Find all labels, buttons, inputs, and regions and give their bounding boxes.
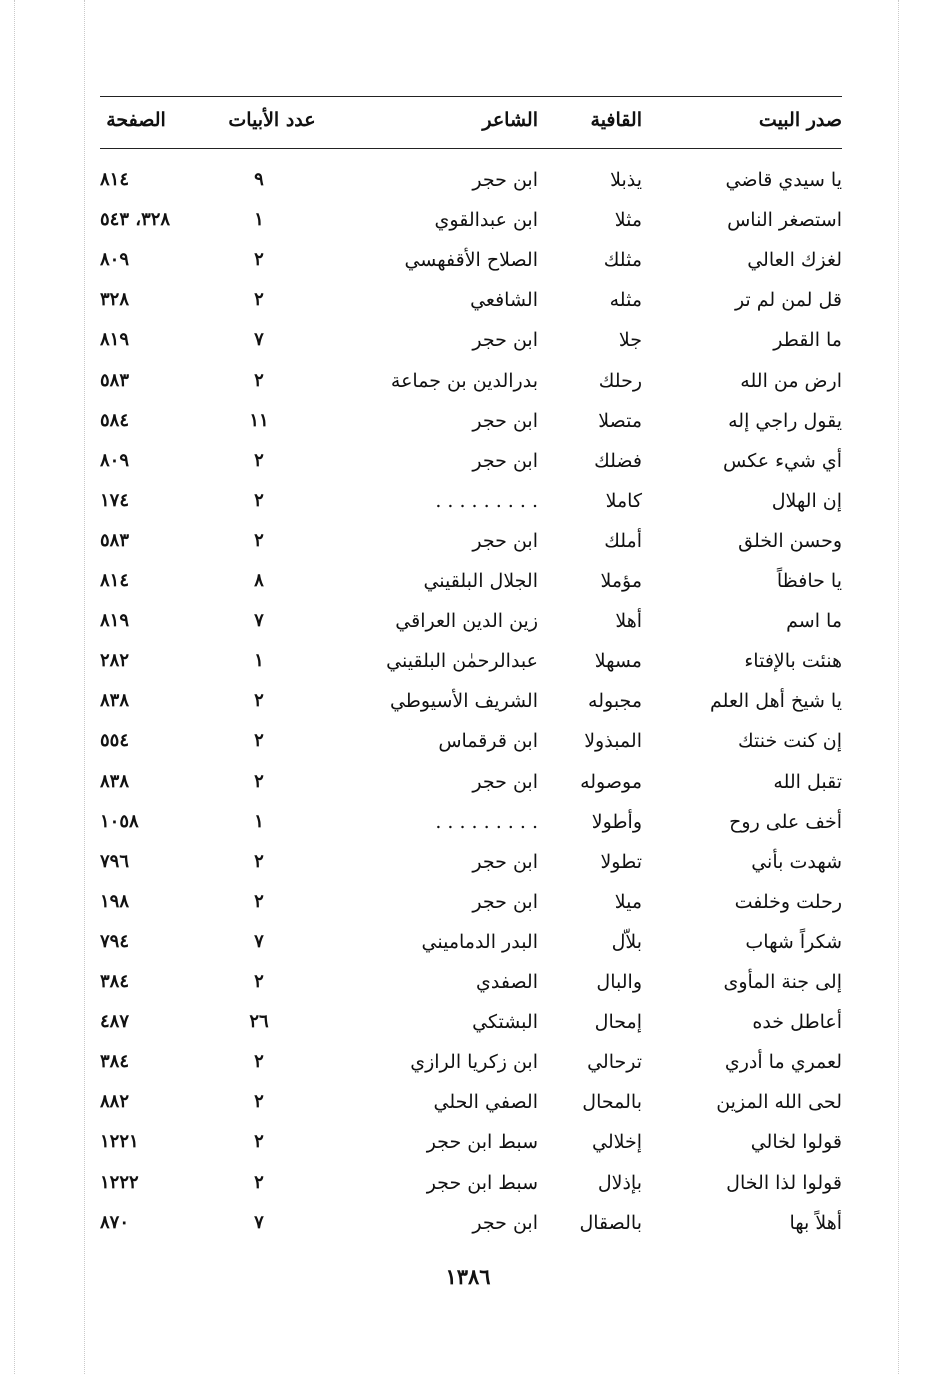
row-poet: بدرالدين بن جماعة bbox=[390, 369, 538, 392]
row-poet: سبط ابن حجر bbox=[426, 1171, 538, 1194]
row-rhyme: إمحال bbox=[594, 1011, 642, 1034]
row-rhyme: إخلالي bbox=[592, 1131, 642, 1154]
row-verse: استصغر الناس bbox=[727, 209, 842, 232]
row-rhyme: جلا bbox=[618, 329, 642, 352]
table-row bbox=[100, 1122, 842, 1162]
row-page: ٤٨٧ bbox=[100, 1011, 130, 1033]
row-poet: زين الدين العراقي bbox=[395, 610, 538, 633]
row-poet: سبط ابن حجر bbox=[426, 1131, 538, 1154]
row-page: ٨٧٠ bbox=[100, 1211, 130, 1233]
row-verse: قولوا لخالي bbox=[750, 1131, 842, 1154]
row-page: ٣٨٤ bbox=[100, 1051, 130, 1073]
row-rhyme: مثلك bbox=[603, 249, 642, 272]
row-verse: يقول راجي إله bbox=[728, 409, 842, 432]
table-row bbox=[100, 1203, 842, 1243]
header-bottom-rule bbox=[100, 148, 842, 149]
row-rhyme: كاملا bbox=[605, 489, 642, 512]
row-count: ٢ bbox=[254, 730, 264, 752]
table-row bbox=[100, 842, 842, 882]
row-count: ٢ bbox=[254, 850, 264, 872]
table-row bbox=[100, 160, 842, 200]
row-verse: قولوا لذا الخال bbox=[726, 1171, 842, 1194]
row-poet: . . . . . . . . . bbox=[435, 489, 538, 512]
table-row bbox=[100, 601, 842, 641]
table-row bbox=[100, 1042, 842, 1082]
table-row bbox=[100, 361, 842, 401]
row-verse: وحسن الخلق bbox=[738, 529, 842, 552]
row-verse: يا حافظاً bbox=[776, 570, 842, 592]
row-rhyme: مسهلا bbox=[594, 650, 642, 673]
table-row bbox=[100, 521, 842, 561]
row-count: ٢ bbox=[254, 489, 264, 511]
row-poet: البدر الدماميني bbox=[421, 930, 538, 953]
row-verse: يا شيخ أهل العلم bbox=[710, 690, 842, 713]
row-count: ٢ bbox=[254, 770, 264, 792]
row-count: ٢ bbox=[254, 289, 264, 311]
row-rhyme: مجبوله bbox=[588, 690, 642, 713]
header-verse: صدر البيت bbox=[758, 109, 842, 131]
row-poet: ابن حجر bbox=[472, 409, 538, 432]
header-rhyme: القافية bbox=[590, 109, 642, 131]
row-poet: الصلاح الأقفهسي bbox=[404, 249, 538, 272]
row-poet: الجلال البلقيني bbox=[423, 570, 538, 592]
row-count: ٧ bbox=[254, 329, 264, 351]
row-count: ٨ bbox=[254, 570, 264, 591]
page-number-text: ١٣٨٦ bbox=[445, 1264, 491, 1289]
row-page: ٥٨٣ bbox=[100, 369, 130, 391]
table-row bbox=[100, 200, 842, 240]
row-page: ٣٨٤ bbox=[100, 971, 130, 992]
row-verse: إلى جنة المأوى bbox=[723, 971, 842, 993]
row-page: ٧٩٤ bbox=[100, 930, 130, 952]
table-row bbox=[100, 240, 842, 280]
row-rhyme: يذبلا bbox=[610, 169, 642, 191]
row-verse: لحى الله المزين bbox=[716, 1091, 842, 1114]
row-verse: أهلاً بها bbox=[789, 1211, 842, 1234]
margin-guide-right bbox=[898, 0, 899, 1374]
row-count: ٩ bbox=[254, 169, 264, 190]
row-page: ١٢٢٢ bbox=[100, 1171, 139, 1193]
row-verse: هنئت بالإفتاء bbox=[744, 650, 842, 673]
row-rhyme: المبذولا bbox=[584, 730, 642, 753]
row-poet: ابن عبدالقوي bbox=[434, 209, 538, 232]
table-row bbox=[100, 882, 842, 922]
margin-guide-inner bbox=[84, 0, 85, 1374]
row-poet: عبدالرحمٰن البلقيني bbox=[386, 650, 538, 673]
row-verse: يا سيدي قاضي bbox=[725, 169, 842, 191]
row-verse: ما القطر bbox=[773, 329, 842, 352]
row-verse: أي شيء عكس bbox=[723, 449, 842, 472]
row-verse: أعاطل خده bbox=[752, 1011, 842, 1034]
row-poet: ابن حجر bbox=[472, 449, 538, 472]
table-row bbox=[100, 721, 842, 761]
row-rhyme: متصلا bbox=[598, 409, 642, 432]
row-count: ٢ bbox=[254, 1051, 264, 1073]
row-count: ١١ bbox=[249, 409, 269, 431]
table-row bbox=[100, 802, 842, 842]
row-poet: . . . . . . . . . bbox=[435, 810, 538, 833]
row-page: ١٧٤ bbox=[100, 489, 130, 511]
row-verse: ارض من الله bbox=[740, 369, 842, 392]
row-verse: تقبل الله bbox=[773, 770, 842, 793]
row-page: ٨١٩ bbox=[100, 329, 130, 351]
row-rhyme: ترحالي bbox=[587, 1051, 642, 1074]
row-poet: ابن زكريا الرازي bbox=[410, 1051, 538, 1074]
row-count: ٢ bbox=[254, 1131, 264, 1153]
header-page: الصفحة bbox=[106, 109, 166, 131]
row-page: ١٩٨ bbox=[100, 890, 130, 912]
row-rhyme: مثله bbox=[609, 289, 642, 312]
row-count: ٢ bbox=[254, 369, 264, 391]
row-count: ٢ bbox=[254, 1091, 264, 1113]
row-poet: الشافعي bbox=[470, 289, 538, 312]
table-row bbox=[100, 1082, 842, 1122]
row-rhyme: والبال bbox=[596, 971, 642, 993]
row-rhyme: مثلا bbox=[614, 209, 642, 232]
table-row bbox=[100, 1163, 842, 1203]
table-row bbox=[100, 401, 842, 441]
row-poet: ابن حجر bbox=[472, 890, 538, 913]
row-count: ٢ bbox=[254, 690, 264, 712]
row-poet: ابن حجر bbox=[472, 1211, 538, 1234]
row-poet: ابن حجر bbox=[472, 169, 538, 191]
row-count: ١ bbox=[254, 209, 264, 231]
row-rhyme: أهلا bbox=[615, 610, 642, 633]
row-poet: الصفي الحلي bbox=[433, 1091, 538, 1114]
row-rhyme: أملك bbox=[604, 529, 642, 552]
row-count: ٢ bbox=[254, 1171, 264, 1193]
table-top-rule bbox=[100, 96, 842, 97]
row-rhyme: تطولا bbox=[600, 850, 642, 873]
table-row bbox=[100, 441, 842, 481]
row-page: ٨٣٨ bbox=[100, 770, 130, 792]
row-count: ٢ bbox=[254, 529, 264, 551]
row-count: ٢٦ bbox=[249, 1011, 269, 1033]
row-page: ٨٨٢ bbox=[100, 1091, 130, 1113]
row-rhyme: بإذلال bbox=[597, 1171, 642, 1194]
row-count: ٢ bbox=[254, 449, 264, 471]
table-row bbox=[100, 962, 842, 1002]
table-row bbox=[100, 762, 842, 802]
table-row bbox=[100, 280, 842, 320]
row-rhyme: رحلك bbox=[598, 369, 642, 392]
row-page: ٧٩٦ bbox=[100, 850, 130, 872]
row-rhyme: مؤملا bbox=[600, 570, 642, 592]
row-count: ٢ bbox=[254, 890, 264, 912]
row-verse: إن كنت خنتك bbox=[738, 730, 842, 753]
row-page: ١٢٢١ bbox=[100, 1131, 139, 1153]
row-rhyme: بالصقال bbox=[579, 1211, 642, 1234]
row-rhyme: ميلا bbox=[614, 890, 642, 913]
row-page: ٥٨٣ bbox=[100, 529, 130, 551]
row-poet: ابن حجر bbox=[472, 329, 538, 352]
row-verse: قل لمن لم تر bbox=[734, 289, 842, 312]
table-row bbox=[100, 320, 842, 360]
row-verse: رحلت وخلفت bbox=[734, 890, 842, 913]
header-count: عدد الأبيات bbox=[228, 109, 316, 131]
table-row bbox=[100, 481, 842, 521]
row-rhyme: وأطولا bbox=[591, 810, 642, 833]
row-count: ٢ bbox=[254, 971, 264, 992]
row-poet: ابن حجر bbox=[472, 850, 538, 873]
row-page: ٨٠٩ bbox=[100, 249, 130, 271]
table-row bbox=[100, 1002, 842, 1042]
row-poet: الشريف الأسيوطي bbox=[389, 690, 538, 713]
row-poet: ابن حجر bbox=[472, 770, 538, 793]
row-page: ٨٠٩ bbox=[100, 449, 130, 471]
row-page: ٣٢٨، ٥٤٣ bbox=[100, 209, 171, 231]
row-page: ٨١٤ bbox=[100, 169, 130, 190]
row-rhyme: بلاّل bbox=[611, 930, 642, 953]
row-rhyme: بالمحال bbox=[582, 1091, 642, 1114]
row-verse: إن الهلال bbox=[771, 489, 842, 512]
row-verse: لعمري ما أدري bbox=[724, 1051, 842, 1074]
row-page: ٣٢٨ bbox=[100, 289, 130, 311]
row-page: ٢٨٢ bbox=[100, 650, 130, 672]
table-row bbox=[100, 922, 842, 962]
row-poet: البشتكي bbox=[472, 1011, 538, 1034]
row-rhyme: موصوله bbox=[580, 770, 642, 793]
row-page: ١٠٥٨ bbox=[100, 810, 139, 832]
row-verse: لغزك العالي bbox=[747, 249, 842, 272]
row-verse: أخف على روح bbox=[729, 810, 842, 833]
row-count: ١ bbox=[254, 650, 264, 672]
row-poet: الصفدي bbox=[475, 971, 538, 993]
row-count: ٧ bbox=[254, 1211, 264, 1233]
row-count: ١ bbox=[254, 810, 264, 832]
row-verse: شهدت بأني bbox=[751, 850, 842, 873]
table-row bbox=[100, 681, 842, 721]
header-poet: الشاعر bbox=[482, 109, 538, 131]
row-verse: شكراً شهاب bbox=[745, 930, 842, 953]
page-number bbox=[0, 1264, 944, 1289]
row-verse: ما اسم bbox=[786, 610, 842, 633]
row-count: ٢ bbox=[254, 249, 264, 271]
row-page: ٨١٩ bbox=[100, 610, 130, 632]
row-page: ٨١٤ bbox=[100, 570, 130, 591]
row-page: ٥٨٤ bbox=[100, 409, 130, 431]
row-count: ٧ bbox=[254, 610, 264, 632]
table-row bbox=[100, 641, 842, 681]
row-poet: ابن قرقماس bbox=[438, 730, 538, 753]
row-page: ٥٥٤ bbox=[100, 730, 130, 752]
row-page: ٨٣٨ bbox=[100, 690, 130, 712]
row-rhyme: فضلك bbox=[594, 449, 642, 472]
row-poet: ابن حجر bbox=[472, 529, 538, 552]
table-row bbox=[100, 561, 842, 601]
row-count: ٧ bbox=[254, 930, 264, 952]
margin-guide-left bbox=[14, 0, 15, 1374]
